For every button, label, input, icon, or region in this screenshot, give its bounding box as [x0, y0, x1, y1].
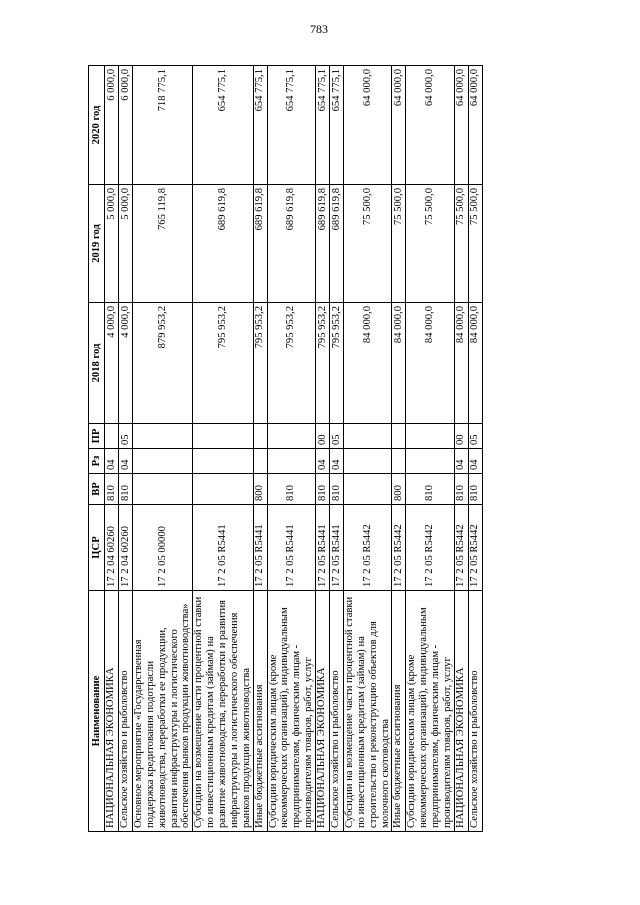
- header-name: Наименование: [89, 591, 105, 832]
- cell-vr: 810: [119, 474, 133, 505]
- cell-name: НАЦИОНАЛЬНАЯ ЭКОНОМИКА: [316, 591, 330, 832]
- cell-2019: 75 500,0: [392, 185, 406, 303]
- cell-csr: 17 2 05 R5442: [454, 505, 468, 591]
- cell-2020: 654 775,1: [267, 66, 315, 185]
- cell-2019: 75 500,0: [344, 185, 392, 303]
- cell-pr: [344, 424, 392, 449]
- cell-2019: 689 619,8: [330, 185, 344, 303]
- cell-vr: 810: [330, 474, 344, 505]
- cell-2018: 795 953,2: [316, 303, 330, 424]
- cell-vr: [193, 474, 253, 505]
- table-row: [392, 66, 406, 832]
- table-row: [316, 66, 330, 832]
- cell-2018: 795 953,2: [253, 303, 267, 424]
- cell-pr: [133, 424, 193, 449]
- cell-pr: 05: [330, 424, 344, 449]
- header-vr: ВР: [89, 474, 105, 505]
- cell-2018: 795 953,2: [330, 303, 344, 424]
- cell-2019: 689 619,8: [253, 185, 267, 303]
- cell-rz: [406, 449, 454, 474]
- cell-2018: 4 000,0: [119, 303, 133, 424]
- cell-csr: 17 2 05 R5441: [316, 505, 330, 591]
- header-rz: Рз: [89, 449, 105, 474]
- cell-csr: 17 2 05 R5442: [406, 505, 454, 591]
- cell-rz: 04: [105, 449, 119, 474]
- cell-rz: 04: [468, 449, 482, 474]
- cell-pr: [193, 424, 253, 449]
- cell-2018: 84 000,0: [392, 303, 406, 424]
- cell-2018: 84 000,0: [454, 303, 468, 424]
- cell-2020: 654 775,1: [330, 66, 344, 185]
- cell-csr: 17 2 04 60260: [119, 505, 133, 591]
- cell-2019: 689 619,8: [316, 185, 330, 303]
- cell-name: Сельское хозяйство и рыболовство: [468, 591, 482, 832]
- cell-vr: 810: [316, 474, 330, 505]
- cell-vr: 810: [406, 474, 454, 505]
- header-2018: 2018 год: [89, 303, 105, 424]
- cell-2019: 75 500,0: [468, 185, 482, 303]
- table-row: [468, 66, 482, 832]
- header-csr: ЦСР: [89, 505, 105, 591]
- cell-name: Иные бюджетные ассигнования: [253, 591, 267, 832]
- cell-rz: [133, 449, 193, 474]
- cell-2018: 795 953,2: [267, 303, 315, 424]
- table-row: [119, 66, 133, 832]
- cell-2018: 84 000,0: [406, 303, 454, 424]
- cell-csr: 17 2 05 R5441: [193, 505, 253, 591]
- cell-vr: 810: [267, 474, 315, 505]
- cell-csr: 17 2 05 R5441: [267, 505, 315, 591]
- cell-2020: 64 000,0: [406, 66, 454, 185]
- cell-name: Субсидии юридическим лицам (кроме некоммерческих организаций), индивидуальным предпринимателям, физическим лицам - производителям товаров, работ, услуг: [267, 591, 315, 832]
- cell-vr: [344, 474, 392, 505]
- table-row: [330, 66, 344, 832]
- cell-csr: 17 2 04 60260: [105, 505, 119, 591]
- cell-2020: 64 000,0: [454, 66, 468, 185]
- cell-vr: 800: [392, 474, 406, 505]
- budget-table: [88, 65, 483, 832]
- cell-2019: 765 119,8: [133, 185, 193, 303]
- cell-2020: 718 775,1: [133, 66, 193, 185]
- cell-vr: 810: [454, 474, 468, 505]
- header-2020: 2020 год: [89, 66, 105, 185]
- cell-2018: 879 953,2: [133, 303, 193, 424]
- cell-name: Сельское хозяйство и рыболовство: [330, 591, 344, 832]
- cell-csr: 17 2 05 R5442: [344, 505, 392, 591]
- cell-pr: 05: [119, 424, 133, 449]
- cell-rz: 04: [454, 449, 468, 474]
- budget-table-container: [88, 66, 530, 832]
- cell-name: НАЦИОНАЛЬНАЯ ЭКОНОМИКА: [105, 591, 119, 832]
- cell-rz: 04: [330, 449, 344, 474]
- cell-rz: [392, 449, 406, 474]
- cell-csr: 17 2 05 00000: [133, 505, 193, 591]
- header-pr: ПР: [89, 424, 105, 449]
- table-row: [193, 66, 253, 832]
- cell-rz: [344, 449, 392, 474]
- cell-vr: [133, 474, 193, 505]
- cell-2020: 654 775,1: [253, 66, 267, 185]
- cell-pr: [253, 424, 267, 449]
- cell-pr: [105, 424, 119, 449]
- cell-2019: 5 000,0: [119, 185, 133, 303]
- cell-pr: [267, 424, 315, 449]
- table-row: [133, 66, 193, 832]
- cell-2020: 64 000,0: [344, 66, 392, 185]
- cell-2019: 689 619,8: [193, 185, 253, 303]
- cell-2019: 5 000,0: [105, 185, 119, 303]
- header-2019: 2019 год: [89, 185, 105, 303]
- table-header-row: [89, 66, 105, 832]
- cell-name: Субсидии на возмещение части процентной ставки по инвестиционным кредитам (займам) на строительство и реконструкцию объектов для молочного скотоводства: [344, 591, 392, 832]
- table-row: [105, 66, 119, 832]
- cell-2020: 64 000,0: [468, 66, 482, 185]
- cell-2019: 75 500,0: [454, 185, 468, 303]
- table-row: [267, 66, 315, 832]
- cell-pr: 00: [316, 424, 330, 449]
- cell-vr: 810: [105, 474, 119, 505]
- cell-2020: 654 775,1: [193, 66, 253, 185]
- cell-name: Основное мероприятие «Государственная поддержка кредитования подотрасли животноводства, переработки ее продукции, развития инфраструктуры и логистического обеспечения рынков продукции животноводства»: [133, 591, 193, 832]
- cell-2018: 84 000,0: [344, 303, 392, 424]
- table-row: [454, 66, 468, 832]
- cell-2019: 689 619,8: [267, 185, 315, 303]
- cell-rz: [193, 449, 253, 474]
- cell-2020: 6 000,0: [105, 66, 119, 185]
- cell-rz: [267, 449, 315, 474]
- cell-pr: 05: [468, 424, 482, 449]
- cell-name: Иные бюджетные ассигнования: [392, 591, 406, 832]
- cell-name: НАЦИОНАЛЬНАЯ ЭКОНОМИКА: [454, 591, 468, 832]
- cell-name: Сельское хозяйство и рыболовство: [119, 591, 133, 832]
- cell-2018: 84 000,0: [468, 303, 482, 424]
- cell-csr: 17 2 05 R5441: [330, 505, 344, 591]
- table-row: [406, 66, 454, 832]
- cell-csr: 17 2 05 R5442: [392, 505, 406, 591]
- cell-pr: 00: [454, 424, 468, 449]
- cell-2020: 64 000,0: [392, 66, 406, 185]
- cell-vr: 810: [468, 474, 482, 505]
- cell-name: Субсидии юридическим лицам (кроме некоммерческих организаций), индивидуальным предпринимателям, физическим лицам - производителям товаров, работ, услуг: [406, 591, 454, 832]
- cell-rz: [253, 449, 267, 474]
- cell-csr: 17 2 05 R5441: [253, 505, 267, 591]
- rotated-page-content: [88, 66, 530, 832]
- cell-2020: 654 775,1: [316, 66, 330, 185]
- cell-2018: 4 000,0: [105, 303, 119, 424]
- cell-pr: [392, 424, 406, 449]
- cell-2018: 795 953,2: [193, 303, 253, 424]
- cell-rz: 04: [119, 449, 133, 474]
- cell-csr: 17 2 05 R5442: [468, 505, 482, 591]
- table-row: [253, 66, 267, 832]
- cell-name: Субсидии на возмещение части процентной ставки по инвестиционным кредитам (займам) на развитие животноводства, переработки и развития инфраструктуры и логистического обеспечения рынков продукции животноводства: [193, 591, 253, 832]
- cell-vr: 800: [253, 474, 267, 505]
- page-number: 783: [310, 22, 328, 36]
- cell-2020: 6 000,0: [119, 66, 133, 185]
- cell-pr: [406, 424, 454, 449]
- table-row: [344, 66, 392, 832]
- cell-rz: 04: [316, 449, 330, 474]
- cell-2019: 75 500,0: [406, 185, 454, 303]
